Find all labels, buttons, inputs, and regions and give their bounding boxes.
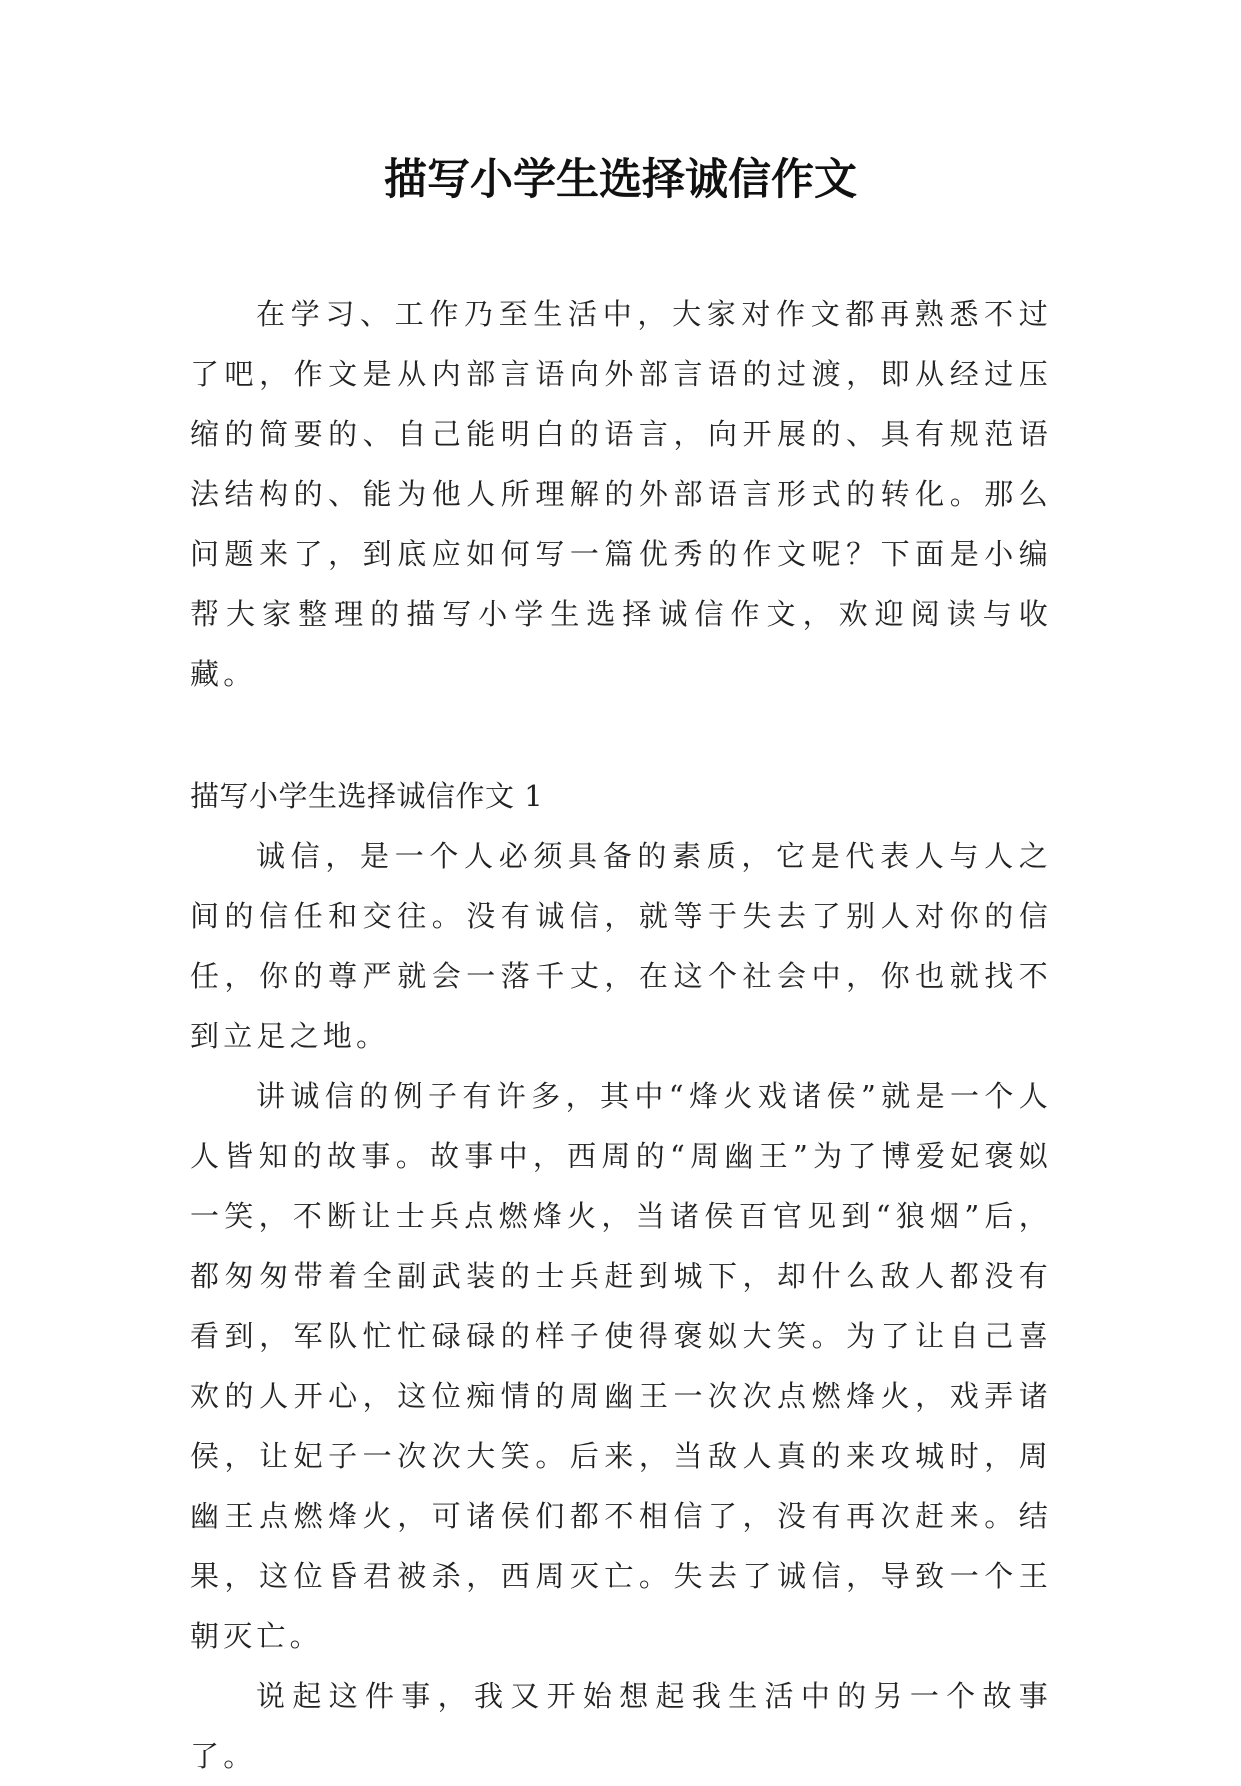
document-body <box>190 284 1052 1786</box>
document-title: 描写小学生选择诚信作文 <box>384 155 857 205</box>
body-paragraph: 诚信，是一个人必须具备的素质，它是代表人与人之间的信任和交往。没有诚信，就等于失去了别人对你的信任，你的尊严就会一落千丈，在这个社会中，你也就找不到立足之地。 <box>190 839 1052 1053</box>
body-paragraph: 说起这件事，我又开始想起我生活中的另一个故事了。 <box>190 1679 1052 1773</box>
section-heading: 描写小学生选择诚信作文 1 <box>190 779 544 813</box>
body-paragraph: 讲诚信的例子有许多，其中“烽火戏诸侯”就是一个人人皆知的故事。故事中，西周的“周幽王”为了博爱妃褒姒一笑，不断让士兵点燃烽火，当诸侯百官见到“狼烟”后，都匆匆带着全副武装的士兵赶到城下，却什么敌人都没有看到，军队忙忙碌碌的样子使得褒姒大笑。为了让自己喜欢的人开心，这位痴情的周幽王一次次点燃烽火，戏弄诸侯，让妃子一次次大笑。后来，当敌人真的来攻城时，周幽王点燃烽火，可诸侯们都不相信了，没有再次赶来。结果，这位昏君被杀，西周灭亡。失去了诚信，导致一个王朝灭亡。 <box>190 1079 1052 1653</box>
intro-paragraph: 在学习、工作乃至生活中，大家对作文都再熟悉不过了吧，作文是从内部言语向外部言语的过渡，即从经过压缩的简要的、自己能明白的语言，向开展的、具有规范语法结构的、能为他人所理解的外部语言形式的转化。那么问题来了，到底应如何写一篇优秀的作文呢？下面是小编帮大家整理的描写小学生选择诚信作文，欢迎阅读与收藏。 <box>190 297 1052 691</box>
